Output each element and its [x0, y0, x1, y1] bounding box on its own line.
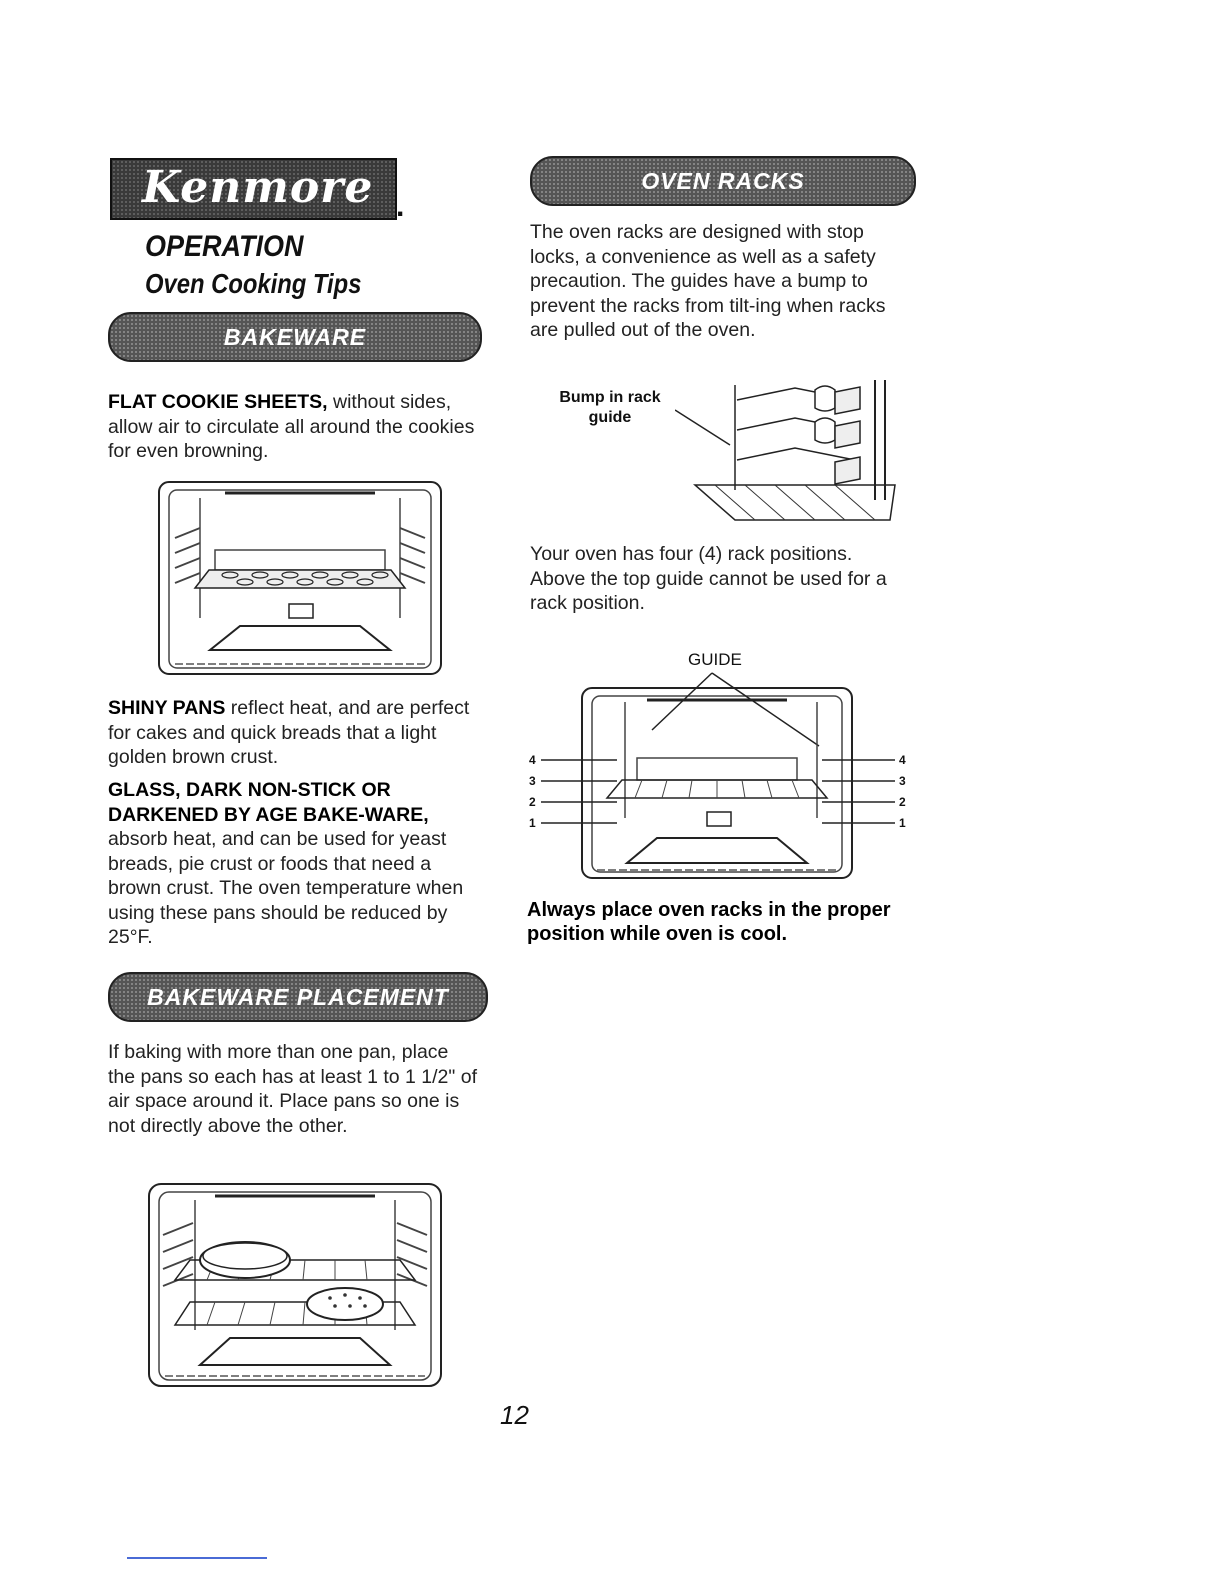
section-subtitle: Oven Cooking Tips — [145, 268, 362, 299]
flat-cookie-sheets-lead: FLAT COOKIE SHEETS, — [108, 391, 328, 413]
flat-cookie-sheets-paragraph — [108, 390, 488, 464]
dark-bakeware-paragraph — [108, 778, 488, 950]
kenmore-logo — [110, 158, 397, 220]
dark-bakeware-lead: GLASS, DARK NON-STICK OR DARKENED BY AGE BAKE-WARE, — [108, 779, 429, 826]
shiny-pans-paragraph — [108, 696, 488, 770]
shiny-pans-text: reflect heat, and are perfect for cakes and quick breads that a light golden brown crust. — [108, 697, 470, 768]
guide-label: GUIDE — [688, 650, 742, 669]
rack-position-right-2: 2 — [899, 795, 906, 809]
rack-position-right-1: 1 — [899, 816, 906, 830]
placement-paragraph: If baking with more than one pan, place the pans so each has at least 1 to 1 1/2" of air space around it. Place pans so one is not directly above the other. — [108, 1041, 478, 1137]
rack-warning: Always place oven racks in the proper position while oven is cool. — [527, 899, 891, 945]
rack-position-left-1: 1 — [529, 816, 536, 830]
oven-racks-paragraph: The oven racks are designed with stop locks, a convenience as well as a safety precaution. The guides have a bump to prevent the racks from tilt-ing when racks are pulled out of the oven. — [530, 221, 886, 341]
rack-positions-illustration — [527, 668, 912, 883]
oven-racks-banner-label: OVEN RACKS — [641, 167, 805, 194]
logo-dot: . — [396, 190, 405, 223]
section-title: OPERATION — [145, 230, 304, 263]
flat-cookie-sheets-text: without sides, allow air to circulate all around the cookies for even browning. — [108, 391, 475, 462]
dark-bakeware-text: absorb heat, and can be used for yeast breads, pie crust or foods that need a brown crust. The oven temperature when using these pans should be reduced by 25°F. — [108, 828, 464, 948]
rack-positions-paragraph: Your oven has four (4) rack positions. Above the top guide cannot be used for a rack position. — [530, 543, 887, 614]
rack-position-left-4: 4 — [529, 753, 536, 767]
logo-text: Kenmore — [142, 162, 374, 213]
shiny-pans-lead: SHINY PANS — [108, 697, 226, 719]
bakeware-banner-label: BAKEWARE — [223, 323, 367, 350]
bakeware-banner — [108, 312, 482, 362]
rack-position-left-3: 3 — [529, 774, 536, 788]
bakeware-placement-oven-illustration — [145, 1180, 445, 1390]
bump-callout-label: Bump in rack guide — [559, 389, 661, 426]
rack-guide-illustration — [675, 380, 900, 530]
rack-position-left-2: 2 — [529, 795, 536, 809]
bakeware-placement-banner-label: BAKEWARE PLACEMENT — [147, 983, 449, 1010]
page-number: 12 — [500, 1400, 529, 1430]
rack-position-right-4: 4 — [899, 753, 906, 767]
bakeware-placement-banner — [108, 972, 488, 1022]
cookie-sheet-oven-illustration — [155, 478, 445, 678]
footer-line — [127, 1557, 267, 1559]
rack-position-right-3: 3 — [899, 774, 906, 788]
oven-racks-banner — [530, 156, 916, 206]
